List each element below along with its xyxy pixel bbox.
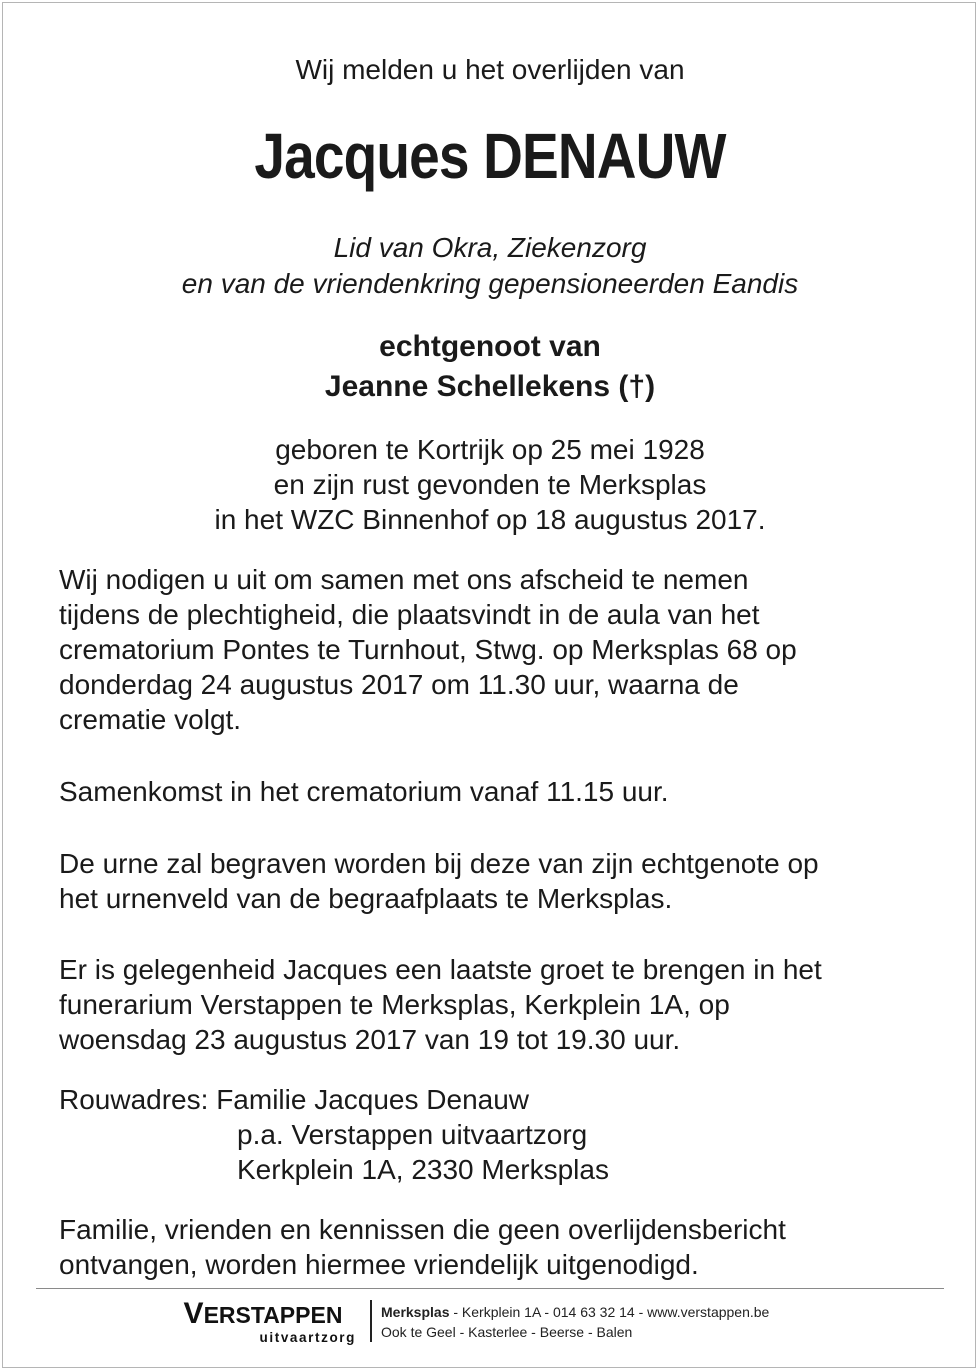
footer-divider: [36, 1288, 944, 1289]
branches-line: Ook te Geel - Kasterlee - Beerse - Balen: [381, 1324, 633, 1340]
contact-town: Merksplas: [381, 1304, 450, 1320]
address-line: Kerkplein 1A, 2330 Merksplas: [237, 1154, 609, 1185]
paragraph-line: woensdag 23 augustus 2017 van 19 tot 19.30 uur.: [59, 1024, 681, 1055]
address-label: Rouwadres:: [59, 1084, 209, 1115]
spouse-relation: echtgenoot van: [379, 330, 601, 363]
deceased-name: Jacques DENAUW: [254, 120, 726, 192]
spouse-block: [0, 327, 980, 407]
birth-line: geboren te Kortrijk op 25 mei 1928: [275, 434, 705, 465]
paragraph-line: Wij nodigen u uit om samen met ons afscheid te nemen: [59, 564, 749, 595]
paragraph-line: het urnenveld van de begraafplaats te Merksplas.: [59, 883, 673, 914]
footer: [0, 1296, 980, 1346]
birth-death-block: [0, 432, 980, 537]
contact-details: - Kerkplein 1A - 014 63 32 14 - www.verstappen.be: [449, 1304, 770, 1320]
membership-line: Lid van Okra, Ziekenzorg: [333, 232, 647, 263]
spouse-name: Jeanne Schellekens (†): [324, 370, 656, 403]
farewell-paragraph: [59, 952, 939, 1057]
paragraph-line: Samenkomst in het crematorium vanaf 11.15 uur.: [59, 776, 669, 807]
paragraph-line: crematie volgt.: [59, 704, 242, 735]
logo-subtitle: uitvaartzorg: [259, 1330, 356, 1345]
paragraph-line: funerarium Verstappen te Merksplas, Kerkplein 1A, op: [59, 989, 730, 1020]
logo-brand-rest: ERSTAPPEN: [203, 1302, 343, 1328]
logo-brand: [168, 1298, 358, 1331]
paragraph-line: tijdens de plechtigheid, die plaatsvindt in de aula van het: [59, 599, 760, 630]
address-line: Familie Jacques Denauw: [216, 1084, 529, 1115]
logo-brand-initial: V: [183, 1297, 204, 1330]
membership-line: en van de vriendenkring gepensioneerden Eandis: [181, 268, 799, 299]
verstappen-logo: [168, 1298, 358, 1345]
urn-paragraph: [59, 846, 939, 916]
gathering-paragraph: [59, 774, 939, 809]
intro-line: Wij melden u het overlijden van: [295, 54, 685, 85]
mourning-address: [59, 1082, 939, 1187]
footer-separator: [370, 1300, 372, 1342]
ceremony-paragraph: [59, 562, 939, 737]
invitation-paragraph: [59, 1212, 939, 1282]
memberships: [0, 230, 980, 302]
paragraph-line: De urne zal begraven worden bij deze van zijn echtgenote op: [59, 848, 819, 879]
footer-contact: [381, 1302, 769, 1342]
paragraph-line: donderdag 24 augustus 2017 om 11.30 uur, waarna de: [59, 669, 739, 700]
address-line: p.a. Verstappen uitvaartzorg: [237, 1119, 588, 1150]
death-line: en zijn rust gevonden te Merksplas: [273, 469, 707, 500]
paragraph-line: Familie, vrienden en kennissen die geen overlijdensbericht: [59, 1214, 786, 1245]
paragraph-line: ontvangen, worden hiermee vriendelijk uitgenodigd.: [59, 1249, 699, 1280]
paragraph-line: Er is gelegenheid Jacques een laatste groet te brengen in het: [59, 954, 822, 985]
paragraph-line: crematorium Pontes te Turnhout, Stwg. op Merksplas 68 op: [59, 634, 797, 665]
address-first-line: [59, 1082, 939, 1117]
contact-line: [381, 1302, 769, 1322]
death-place-line: in het WZC Binnenhof op 18 augustus 2017.: [214, 504, 766, 535]
